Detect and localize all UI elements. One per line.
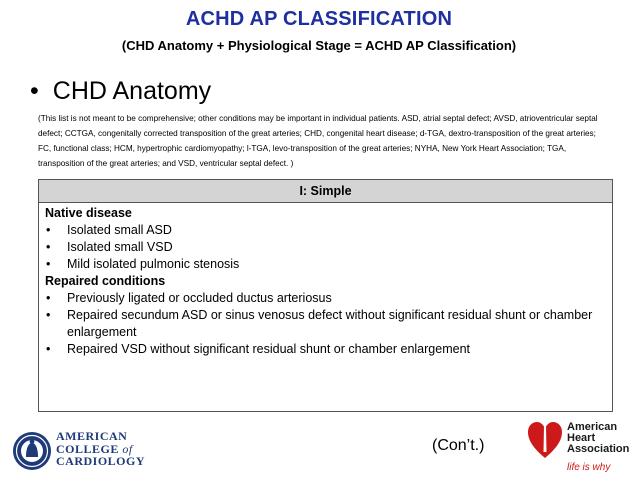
list-item xyxy=(45,256,606,273)
aha-line-1: American xyxy=(567,421,618,433)
bullet-dot: • xyxy=(46,342,51,356)
aha-line-2: Heart xyxy=(567,432,596,444)
acc-line-3: CARDIOLOGY xyxy=(56,454,146,468)
list-item xyxy=(45,290,606,307)
bullet-dot: • xyxy=(46,291,51,305)
list-item-text: Repaired VSD without significant residual shunt or chamber enlargement xyxy=(67,342,470,356)
list-item xyxy=(45,239,606,256)
native-disease-list xyxy=(45,222,606,273)
table-header: I: Simple xyxy=(39,180,612,203)
heading-text: CHD Anatomy xyxy=(52,77,212,105)
list-item-text: Repaired secundum ASD or sinus venosus defect without significant residual shunt or chamber enlargement xyxy=(67,308,593,339)
list-item-text: Isolated small ASD xyxy=(67,223,172,237)
slide-title: ACHD AP CLASSIFICATION xyxy=(185,8,453,30)
list-item-text: Isolated small VSD xyxy=(67,240,173,254)
bullet-dot: • xyxy=(46,223,51,237)
continued-label: (Con’t.) xyxy=(432,437,485,454)
bullet-dot: • xyxy=(46,308,51,322)
list-item xyxy=(45,222,606,239)
native-disease-title: Native disease xyxy=(45,206,132,220)
list-item xyxy=(45,307,606,341)
acc-line-2-of: of xyxy=(122,441,133,456)
acc-logo-wordmark xyxy=(56,430,145,468)
bullet-dot: • xyxy=(30,77,39,105)
abbreviation-footnote: (This list is not meant to be comprehensive; other conditions may be important in individual patients. ASD, atrial septal defect; AVSD, atrioventricular septal defect; CCTGA, congenitally corrected transposition of the great arteries; CHD, congenital heart disease; d-TGA, dextro-transposition of the great arteries; FC, functional class; HCM, hypertrophic cardiomyopathy; l-TGA, levo-transposition of the great arteries; NYHA, New York Heart Association; TGA, transposition of the great arteries; and VSD, ventricular septal defect. ) xyxy=(38,114,598,168)
acc-line-2-college: COLLEGE xyxy=(56,441,123,456)
acc-line-1: AMERICAN xyxy=(56,429,128,443)
list-item xyxy=(45,341,606,358)
aha-heart-torch-icon xyxy=(527,418,563,460)
repaired-conditions-list xyxy=(45,290,606,358)
section-heading xyxy=(30,77,211,106)
list-item-text: Mild isolated pulmonic stenosis xyxy=(67,257,240,271)
aha-logo-wordmark xyxy=(567,422,629,455)
list-item-text: Previously ligated or occluded ductus arteriosus xyxy=(67,291,332,305)
slide-subtitle: (CHD Anatomy + Physiological Stage = ACHD AP Classification) xyxy=(121,38,517,53)
bullet-dot: • xyxy=(46,257,51,271)
classification-table xyxy=(38,179,613,412)
aha-tagline: life is why xyxy=(567,462,611,473)
repaired-conditions-title: Repaired conditions xyxy=(45,274,166,288)
table-body xyxy=(39,203,612,360)
bullet-dot: • xyxy=(46,240,51,254)
aha-line-3: Association xyxy=(567,443,630,455)
